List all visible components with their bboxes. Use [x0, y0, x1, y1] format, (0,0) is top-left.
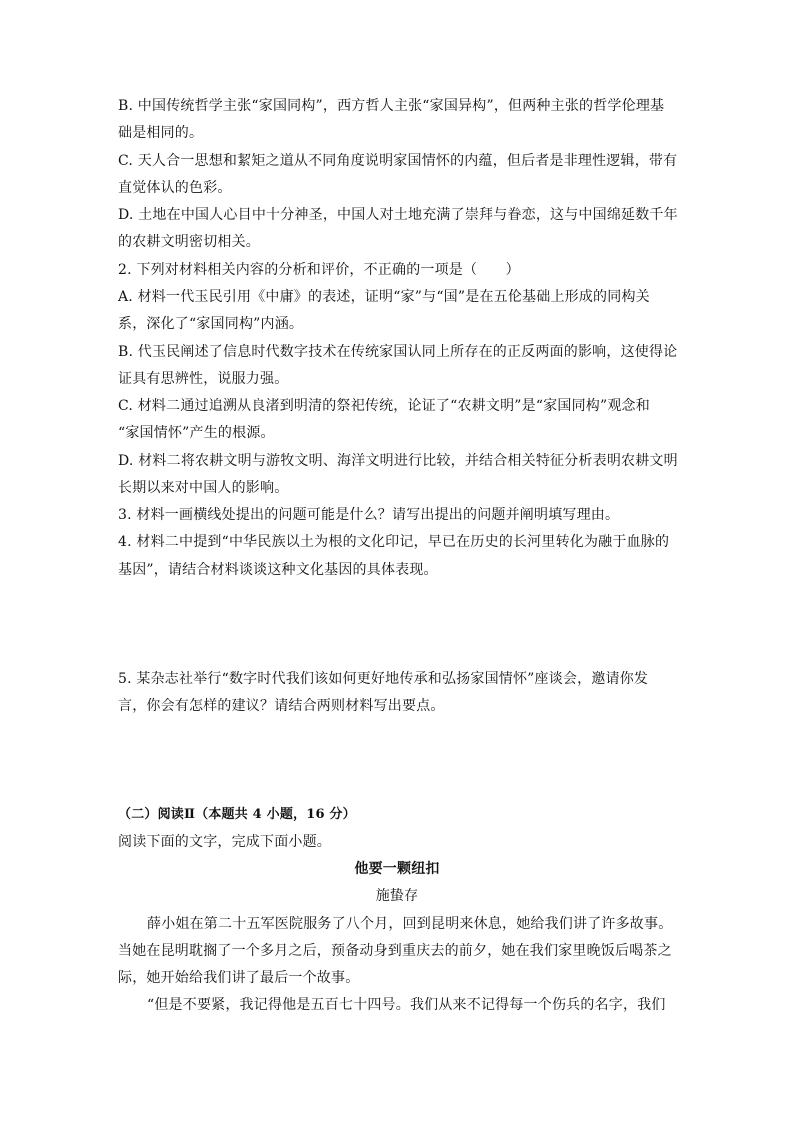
q2-option-c-line1: C. 材料二通过追溯从良渚到明清的祭祀传统，论证了“农耕文明”是“家国同构”观念和 — [118, 398, 650, 414]
q3-text: 3. 材料一画横线处提出的问题可能是什么？请写出提出的问题并阐明填写理由。 — [118, 507, 620, 523]
q4-line1: 4. 材料二中提到“中华民族以土为根的文化印记，早已在历史的长河里转化为融于血脉的 — [118, 534, 670, 550]
q1-option-c-line1: C. 天人合一思想和絜矩之道从不同角度说明家国情怀的内蕴，但后者是非理性逻辑，带有 — [118, 153, 678, 169]
story-paragraph1-line3: 际，她开始给我们讲了最后一个故事。 — [118, 970, 360, 986]
story-paragraph2-line1: “但是不要紧，我记得他是五百七十四号。我们从来不记得每一个伤兵的名字，我们 — [147, 997, 666, 1013]
q2-stem: 2. 下列对材料相关内容的分析和评价，不正确的一项是（ ） — [118, 262, 520, 278]
story-author: 施蛰存 — [375, 888, 419, 904]
q5-line1: 5. 某杂志社举行“数字时代我们该如何更好地传承和弘扬家国情怀”座谈会，邀请你发 — [118, 671, 649, 687]
q1-option-c-line2: 直觉体认的色彩。 — [118, 180, 232, 196]
story-title: 他要一颗纽扣 — [354, 861, 440, 877]
story-paragraph1-line1: 薛小姐在第二十五军医院服务了八个月，回到昆明来休息，她给我们讲了许多故事。 — [147, 916, 673, 932]
story-paragraph1-line2: 当她在昆明耽搁了一个多月之后，预备动身到重庆去的前夕，她在我们家里晚饭后喝茶之 — [118, 943, 672, 959]
q2-option-c-line2: “家国情怀”产生的根源。 — [118, 425, 275, 441]
q1-option-b-line2: 础是相同的。 — [118, 125, 204, 141]
q4-line2: 基因”，请结合材料谈谈这种文化基因的具体表现。 — [118, 562, 438, 578]
q1-option-b-line1: B. 中国传统哲学主张“家国同构”，西方哲人主张“家国异构”，但两种主张的哲学伦理基 — [118, 98, 665, 114]
q1-option-d-line2: 的农耕文明密切相关。 — [118, 234, 260, 250]
q2-option-b-line1: B. 代玉民阐述了信息时代数字技术在传统家国认同上所存在的正反两面的影响，这使得论 — [118, 344, 678, 360]
section-heading: （二）阅读Ⅱ（本题共 4 小题，16 分） — [118, 807, 356, 822]
q5-line2: 言，你会有怎样的建议？请结合两则材料写出要点。 — [118, 698, 445, 714]
q2-option-b-line2: 证具有思辨性，说服力强。 — [118, 371, 289, 387]
section-instruction: 阅读下面的文字，完成下面小题。 — [118, 834, 331, 850]
q1-option-d-line1: D. 土地在中国人心目中十分神圣，中国人对土地充满了崇拜与眷恋，这与中国绵延数千年 — [118, 207, 678, 223]
q2-option-d-line1: D. 材料二将农耕文明与游牧文明、海洋文明进行比较，并结合相关特征分析表明农耕文明 — [118, 453, 678, 469]
q2-option-a-line1: A. 材料一代玉民引用《中庸》的表述，证明“家”与“国”是在五伦基础上形成的同构关 — [118, 289, 650, 305]
q2-option-a-line2: 系，深化了“家国同构”内涵。 — [118, 316, 304, 332]
q2-option-d-line2: 长期以来对中国人的影响。 — [118, 480, 289, 496]
